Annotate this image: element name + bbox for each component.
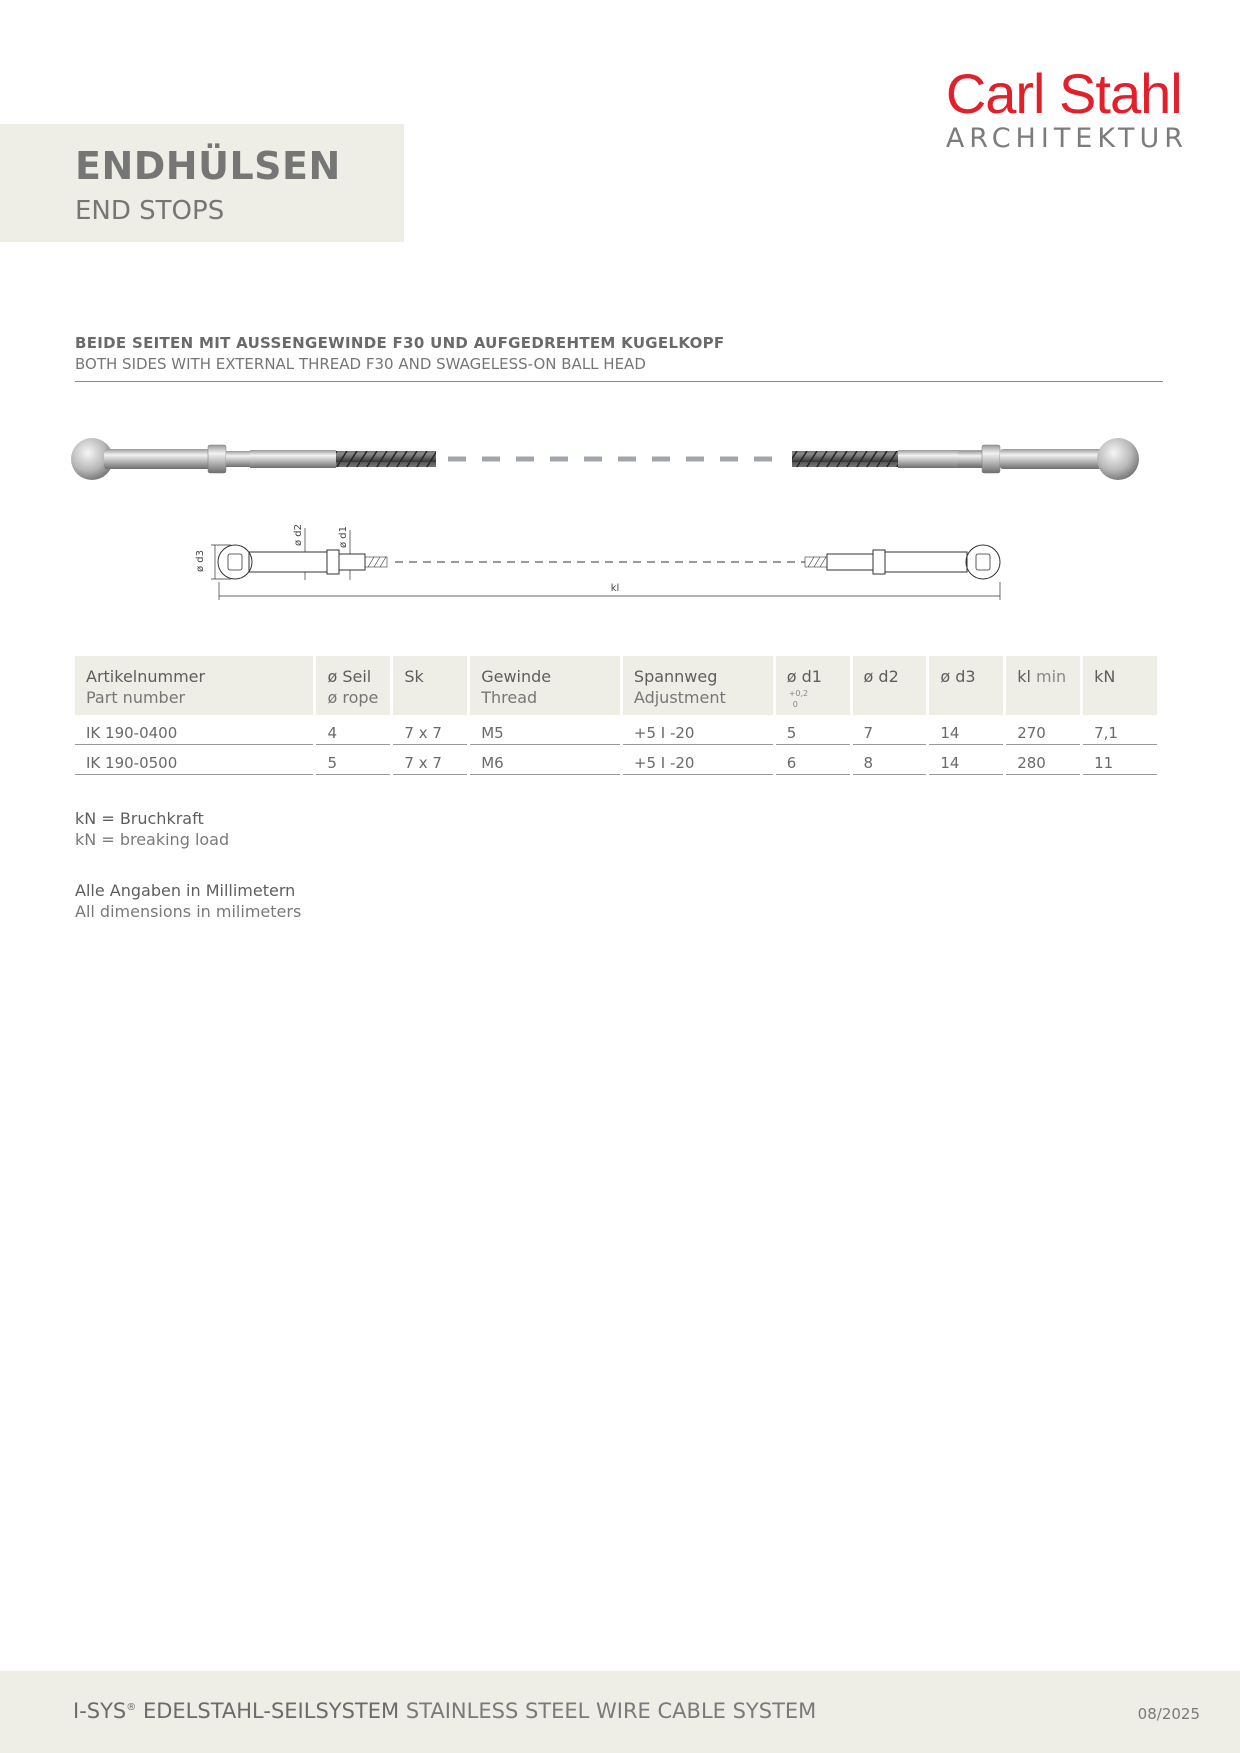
cell-d2: 8 [853,745,927,775]
section-heading-de: BEIDE SEITEN MIT AUSSENGEWINDE F30 UND AUFGEDREHTEM KUGELKOPF [75,334,725,352]
d1-tolerance-lower: 0 [792,700,798,709]
cell-thread: M5 [470,715,620,745]
header-d2: ø d2 [853,656,927,715]
header-rope-diameter: ø Seil ø rope [316,656,390,715]
registered-mark: ® [126,1702,137,1713]
cell-rope-diameter: 4 [316,715,390,745]
footer-title-en: STAINLESS STEEL WIRE CABLE SYSTEM [405,1699,817,1723]
brand-name: Carl Stahl [945,62,1182,125]
d1-tolerance-upper: +0,2 [788,689,809,698]
cell-d1: 6 [776,745,850,775]
cell-sk: 7 x 7 [393,745,467,775]
cell-part-number: IK 190-0500 [75,745,313,775]
dim-d1-label: ø d1 [338,525,349,548]
header-thread: Gewinde Thread [470,656,620,715]
left-fitting [71,438,436,480]
header-d3: ø d3 [929,656,1003,715]
cell-d1: 5 [776,715,850,745]
table-row [75,745,1157,775]
note-dimensions [75,880,301,922]
cell-thread: M6 [470,745,620,775]
dim-d3-label: ø d3 [195,549,206,572]
header-sk: Sk [393,656,467,715]
dim-d2-label: ø d2 [293,523,304,546]
section-heading-en: BOTH SIDES WITH EXTERNAL THREAD F30 AND SWAGELESS-ON BALL HEAD [75,355,646,373]
note-de: Alle Angaben in Millimetern [75,881,296,900]
header-adjustment: Spannweg Adjustment [623,656,773,715]
brand-logo [945,62,1188,154]
cell-part-number: IK 190-0400 [75,715,313,745]
note-de: kN = Bruchkraft [75,809,204,828]
note-en: All dimensions in milimeters [75,902,302,921]
header-kl-min: kl min [1006,656,1080,715]
right-fitting [792,438,1139,480]
cell-kn: 7,1 [1083,715,1157,745]
cell-kn: 11 [1083,745,1157,775]
table-header-row [75,656,1157,715]
spec-table [72,656,1160,775]
technical-drawing [185,520,1035,610]
footer-title-de: EDELSTAHL-SEILSYSTEM [142,1699,400,1723]
header-kn: kN [1083,656,1157,715]
product-photo [70,430,1170,488]
note-en: kN = breaking load [75,830,230,849]
dim-kl-label: kl [610,583,620,594]
header-part-number: Artikelnummer Part number [75,656,313,715]
section-heading [75,333,1163,382]
cell-d3: 14 [929,715,1003,745]
footer-date: 08/2025 [1137,1705,1200,1723]
cell-sk: 7 x 7 [393,715,467,745]
note-breaking-load [75,808,229,850]
cell-d3: 14 [929,745,1003,775]
table-row [75,715,1157,745]
right-ball-head [1097,438,1139,480]
brand-subtitle: ARCHITEKTUR [945,123,1188,154]
header-d1: ø d1 +0,2 0 [776,656,850,715]
footer [0,1671,1240,1753]
cell-adjustment: +5 I -20 [623,745,773,775]
title-box [0,124,404,242]
cell-d2: 7 [853,715,927,745]
page-title-en: END STOPS [75,196,225,226]
page-title: ENDHÜLSEN [75,144,341,188]
footer-brand: I-SYS [73,1699,127,1723]
cell-kl-min: 270 [1006,715,1080,745]
cell-rope-diameter: 5 [316,745,390,775]
footer-title [73,1699,816,1723]
cell-adjustment: +5 I -20 [623,715,773,745]
cell-kl-min: 280 [1006,745,1080,775]
